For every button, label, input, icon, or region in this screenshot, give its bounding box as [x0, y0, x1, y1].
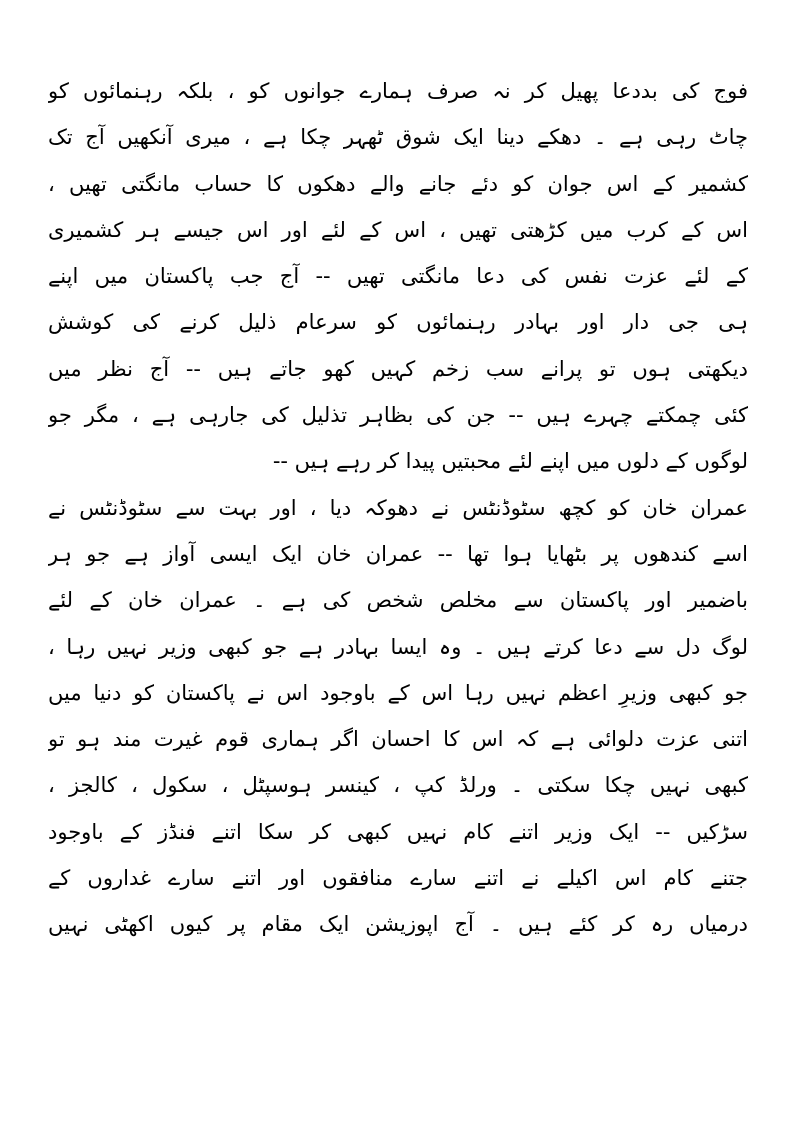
text-line: درمیاں رہ کر کئے ہیں ۔ آج اپوزیشن ایک مقام پر کیوں اکھٹی نہیں [48, 912, 748, 937]
paragraph-2 [48, 485, 748, 948]
urdu-text-body [48, 68, 748, 948]
text-line: چاٹ رہی ہے ۔ دھکے دینا ایک شوق ٹھہر چکا ہے ، میری آنکھیں آج تک [48, 125, 748, 150]
paragraph-1 [48, 68, 748, 485]
text-line: لوگوں کے دلوں میں اپنے لئے محبتیں پیدا کر رہے ہیں -- [272, 449, 748, 474]
text-line: اسے کندھوں پر بٹھایا ہوا تھا -- عمران خان ایک ایسی آواز ہے جو ہر [48, 541, 748, 566]
text-line: ہی جی دار اور بہادر رہنمائوں کو سرعام ذلیل کرنے کی کوشش [48, 310, 748, 335]
text-line: فوج کی بددعا پھیل کر نہ صرف ہمارے جوانوں کو ، بلکہ رہنمائوں کو [48, 79, 748, 103]
text-line: کے لئے عزت نفس کی دعا مانگتی تھیں -- آج جب پاکستان میں اپنے [48, 264, 748, 289]
text-line: جتنے کام اس اکیلے نے اتنے سارے منافقوں اور اتنے سارے غداروں کے [48, 866, 748, 891]
text-line: اس کے کرب میں کڑھتی تھیں ، اس کے لئے اور اس جیسے ہر کشمیری [48, 217, 748, 242]
text-line: اتنی عزت دلوائی ہے کہ اس کا احسان اگر ہماری قوم غیرت مند ہو تو [48, 727, 748, 752]
text-line: عمران خان کو کچھ سٹوڈنٹس نے دھوکہ دیا ، اور بہت سے سٹوڈنٹس نے [48, 495, 748, 520]
text-line: لوگ دل سے دعا کرتے ہیں ۔ وہ ایسا بہادر ہے جو کبھی وزیر نہیں رہا ، [48, 634, 748, 659]
text-line: سڑکیں -- ایک وزیر اتنے کام نہیں کبھی کر سکا اتنے فنڈز کے باوجود [48, 819, 748, 844]
text-line: کئی چمکتے چہرے ہیں -- جن کی بظاہر تذلیل کی جارہی ہے ، مگر جو [48, 403, 748, 428]
text-line: دیکھتی ہوں تو پرانے سب زخم کہیں کھو جاتے ہیں -- آج نظر میں [48, 356, 748, 381]
text-line: کبھی نہیں چکا سکتی ۔ ورلڈ کپ ، کینسر ہوسپٹل ، سکول ، کالجز ، [48, 773, 748, 798]
text-line: باضمیر اور پاکستان سے مخلص شخص کی ہے ۔ عمران خان کے لئے [48, 588, 748, 613]
text-line: کشمیر کے اس جوان کو دئے جانے والے دھکوں کا حساب مانگتی تھیں ، [48, 171, 748, 196]
text-line: جو کبھی وزیرِ اعظم نہیں رہا اس کے باوجود اس نے پاکستان کو دنیا میں [48, 680, 748, 705]
